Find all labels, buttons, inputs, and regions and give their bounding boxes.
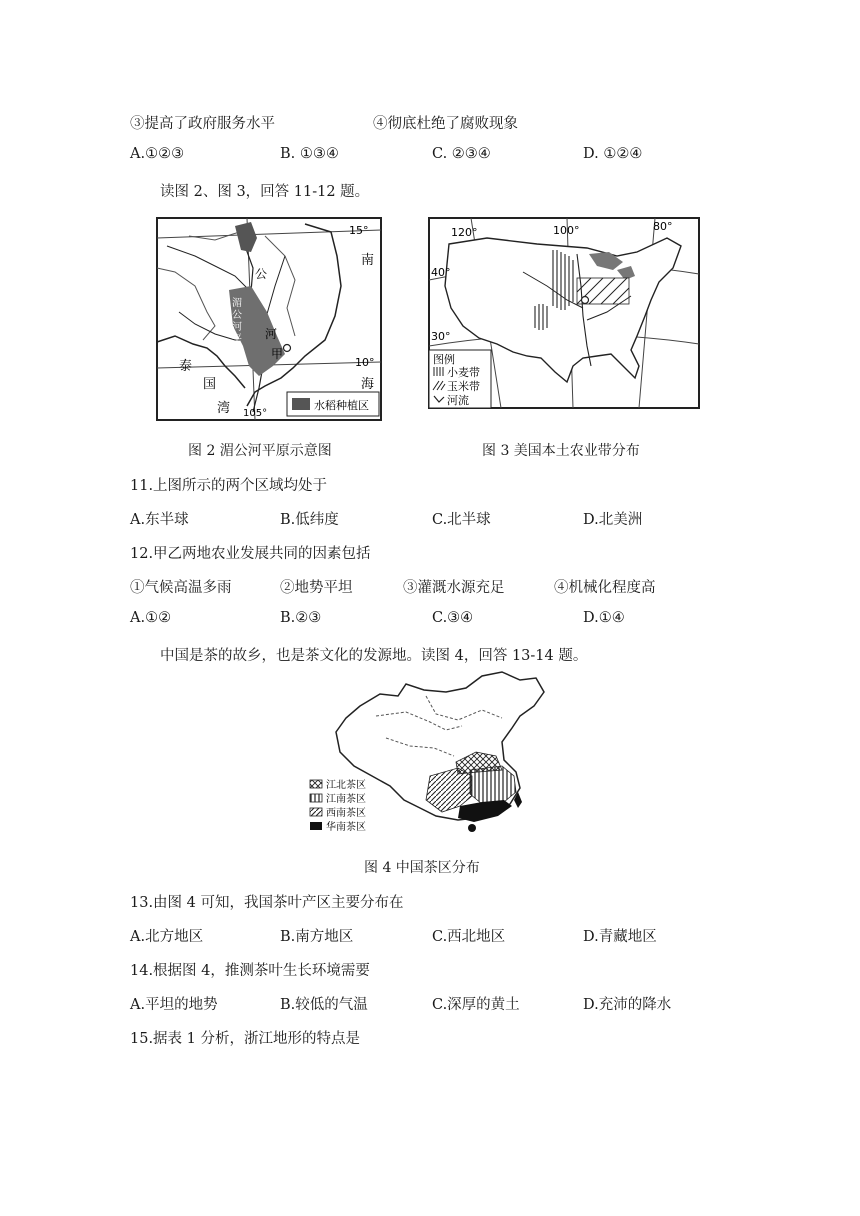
fig3-legend-title: 图例	[433, 353, 455, 366]
fig2-label-hai: 海	[361, 377, 375, 392]
fig4-legend-swatch-xinan	[310, 808, 322, 816]
q12-option-c: C.③④	[432, 610, 474, 626]
statement-4: ④彻底杜绝了腐败现象	[373, 116, 518, 132]
q12-option-d: D.①④	[583, 610, 625, 626]
q13-option-a: A.北方地区	[130, 929, 204, 945]
q11-option-b: B.低纬度	[280, 512, 339, 528]
q13-option-d: D.青藏地区	[583, 929, 657, 945]
fig2-plain-char-4: 平	[232, 334, 242, 345]
fig2-label-nan: 南	[361, 253, 375, 268]
fig4-legend-huanan: 华南茶区	[326, 822, 366, 833]
q12-stem: 12.甲乙两地农业发展共同的因素包括	[130, 546, 371, 562]
fig2-label-jia: 甲	[271, 347, 284, 361]
fig3-caption: 图 3 美国本土农业带分布	[482, 443, 640, 459]
q12-option-a: A.①②	[130, 610, 172, 626]
fig3-lon-100: 100°	[553, 224, 580, 237]
fig2-caption: 图 2 湄公河平原示意图	[188, 443, 332, 459]
fig3-legend-wheat: 小麦带	[447, 366, 480, 379]
fig4-legend-swatch-huanan	[310, 822, 322, 830]
q10-option-d: D. ①②④	[583, 146, 643, 162]
fig2-legend-label: 水稻种植区	[314, 399, 369, 412]
fig2-label-guo: 国	[203, 377, 217, 392]
q13-option-c: C.西北地区	[432, 929, 506, 945]
q14-option-d: D.充沛的降水	[583, 997, 672, 1013]
fig2-lat-15: 15°	[349, 224, 369, 237]
q14-stem: 14.根据图 4，推测茶叶生长环境需要	[130, 963, 370, 979]
q11-option-a: A.东半球	[130, 512, 189, 528]
fig3-legend-river: 河流	[447, 394, 469, 407]
q12-option-b: B.②③	[280, 610, 322, 626]
fig3-legend-corn: 玉米带	[447, 380, 480, 393]
fig4-legend-xinan: 西南茶区	[326, 808, 366, 819]
fig2-label-gong: 公	[255, 267, 268, 281]
fig2-lat-10: 10°	[355, 356, 375, 369]
fig3-lon-120: 120°	[451, 226, 478, 239]
intro-11-12: 读图 2、图 3，回答 11-12 题。	[160, 184, 370, 200]
fig4-legend-jiangnan: 江南茶区	[326, 794, 366, 805]
fig4-legend-swatch-jiangnan	[310, 794, 322, 802]
figure-4-china-tea-map	[306, 666, 556, 844]
q11-stem: 11.上图所示的两个区域均处于	[130, 478, 328, 494]
fig2-legend-swatch	[292, 398, 310, 410]
q10-option-a: A.①②③	[130, 146, 185, 162]
fig2-plain-char-2: 公	[232, 310, 242, 321]
q12-statement-4: ④机械化程度高	[554, 580, 656, 596]
fig2-label-tai: 泰	[179, 359, 193, 374]
fig2-label-he: 河	[265, 327, 278, 341]
fig4-legend-swatch-jiangbei	[310, 780, 322, 788]
q10-option-b: B. ①③④	[280, 146, 339, 162]
fig4-caption: 图 4 中国茶区分布	[364, 860, 480, 876]
fig4-legend-jiangbei: 江北茶区	[326, 780, 366, 791]
q14-option-a: A.平坦的地势	[130, 997, 218, 1013]
fig2-label-wan: 湾	[217, 401, 231, 416]
q14-option-b: B.较低的气温	[280, 997, 368, 1013]
fig3-lon-80: 80°	[653, 220, 673, 233]
q12-statement-2: ②地势平坦	[280, 580, 353, 596]
q11-option-c: C.北半球	[432, 512, 491, 528]
statement-3: ③提高了政府服务水平	[130, 116, 275, 132]
q11-option-d: D.北美洲	[583, 512, 643, 528]
q15-stem: 15.据表 1 分析，浙江地形的特点是	[130, 1031, 361, 1047]
q13-option-b: B.南方地区	[280, 929, 354, 945]
fig2-lon-105: 105°	[243, 408, 268, 419]
q12-statement-1: ①气候高温多雨	[130, 580, 232, 596]
q13-stem: 13.由图 4 可知，我国茶叶产区主要分布在	[130, 895, 404, 911]
figure-3-us-agriculture-map	[427, 216, 701, 410]
q10-option-c: C. ②③④	[432, 146, 491, 162]
fig2-plain-char-5: 原	[232, 346, 242, 357]
figure-2-mekong-map	[155, 216, 383, 422]
fig2-plain-char-3: 河	[232, 322, 242, 333]
intro-13-14: 中国是茶的故乡，也是茶文化的发源地。读图 4，回答 13-14 题。	[160, 648, 588, 664]
q12-statement-3: ③灌溉水源充足	[403, 580, 505, 596]
q14-option-c: C.深厚的黄土	[432, 997, 520, 1013]
fig3-lat-30: 30°	[431, 330, 451, 343]
fig2-plain-char-1: 湄	[232, 298, 242, 309]
fig3-lat-40: 40°	[431, 266, 451, 279]
